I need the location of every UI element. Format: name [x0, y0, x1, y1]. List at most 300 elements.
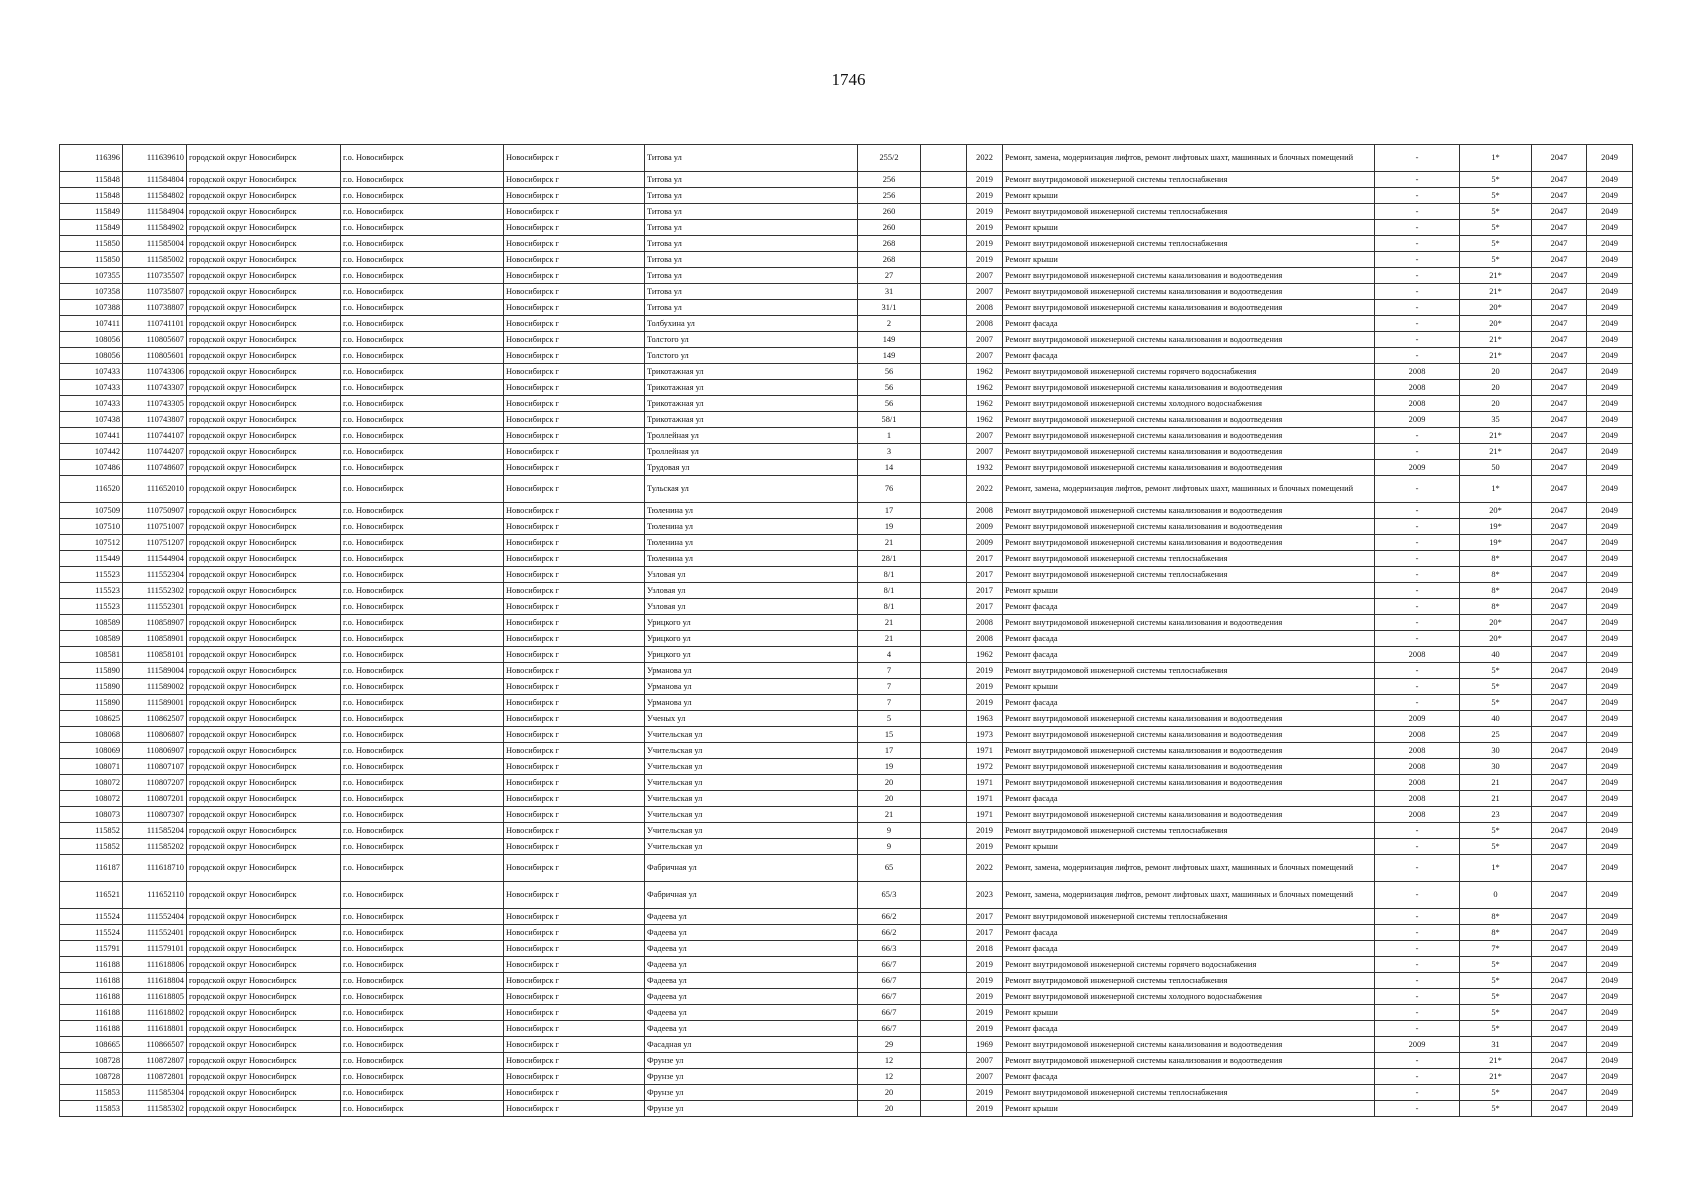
- cell-house-number: 7: [858, 679, 921, 695]
- cell-work-type: Ремонт фасада: [1003, 941, 1375, 957]
- cell-urban-district: г.о. Новосибирск: [341, 909, 504, 925]
- cell-municipality: городской округ Новосибирск: [187, 695, 341, 711]
- cell-street: Ученых ул: [645, 711, 858, 727]
- cell-plan-end-year: 2049: [1587, 428, 1633, 444]
- cell-plan-end-year: 2049: [1587, 300, 1633, 316]
- cell-house-id: 107441: [60, 428, 123, 444]
- cell-plan-end-year: 2049: [1587, 791, 1633, 807]
- cell-urban-district: г.о. Новосибирск: [341, 332, 504, 348]
- cell-house-id: 107486: [60, 460, 123, 476]
- cell-urban-district: г.о. Новосибирск: [341, 204, 504, 220]
- cell-work-type: Ремонт внутридомовой инженерной системы канализования и водоотведения: [1003, 412, 1375, 428]
- cell-work-id: 111618801: [123, 1021, 187, 1037]
- cell-settlement: Новосибирск г: [504, 925, 645, 941]
- cell-urban-district: г.о. Новосибирск: [341, 823, 504, 839]
- cell-work-id: 110807201: [123, 791, 187, 807]
- cell-last-repair-year: -: [1375, 188, 1460, 204]
- table-row: [60, 1053, 1633, 1069]
- cell-settlement: Новосибирск г: [504, 252, 645, 268]
- cell-commissioning-year: 2007: [967, 444, 1003, 460]
- cell-settlement: Новосибирск г: [504, 909, 645, 925]
- cell-urban-district: г.о. Новосибирск: [341, 188, 504, 204]
- cell-plan-start-year: 2047: [1532, 348, 1587, 364]
- cell-building: [921, 284, 967, 300]
- cell-settlement: Новосибирск г: [504, 855, 645, 882]
- cell-settlement: Новосибирск г: [504, 364, 645, 380]
- cell-commissioning-year: 2019: [967, 188, 1003, 204]
- cell-plan-start-year: 2047: [1532, 647, 1587, 663]
- cell-municipality: городской округ Новосибирск: [187, 503, 341, 519]
- cell-work-id: 111589001: [123, 695, 187, 711]
- cell-plan-start-year: 2047: [1532, 1005, 1587, 1021]
- cell-building: [921, 909, 967, 925]
- cell-urban-district: г.о. Новосибирск: [341, 599, 504, 615]
- cell-house-id: 115890: [60, 663, 123, 679]
- cell-wear: 40: [1460, 647, 1532, 663]
- cell-house-number: 21: [858, 535, 921, 551]
- cell-work-id: 110807107: [123, 759, 187, 775]
- cell-street: Титова ул: [645, 145, 858, 172]
- cell-plan-start-year: 2047: [1532, 252, 1587, 268]
- cell-last-repair-year: -: [1375, 519, 1460, 535]
- cell-work-type: Ремонт внутридомовой инженерной системы канализования и водоотведения: [1003, 727, 1375, 743]
- cell-urban-district: г.о. Новосибирск: [341, 364, 504, 380]
- cell-work-type: Ремонт внутридомовой инженерной системы теплоснабжения: [1003, 823, 1375, 839]
- cell-wear: 5*: [1460, 663, 1532, 679]
- cell-settlement: Новосибирск г: [504, 583, 645, 599]
- table-row: [60, 973, 1633, 989]
- cell-work-id: 111585304: [123, 1085, 187, 1101]
- cell-street: Учительская ул: [645, 791, 858, 807]
- cell-building: [921, 759, 967, 775]
- cell-plan-end-year: 2049: [1587, 807, 1633, 823]
- cell-plan-end-year: 2049: [1587, 743, 1633, 759]
- cell-street: Фадеева ул: [645, 1005, 858, 1021]
- table-row: [60, 348, 1633, 364]
- cell-last-repair-year: -: [1375, 220, 1460, 236]
- cell-plan-start-year: 2047: [1532, 631, 1587, 647]
- cell-plan-end-year: 2049: [1587, 188, 1633, 204]
- cell-building: [921, 519, 967, 535]
- cell-street: Титова ул: [645, 188, 858, 204]
- cell-urban-district: г.о. Новосибирск: [341, 989, 504, 1005]
- cell-plan-end-year: 2049: [1587, 839, 1633, 855]
- cell-house-number: 256: [858, 172, 921, 188]
- cell-work-type: Ремонт крыши: [1003, 1101, 1375, 1117]
- cell-municipality: городской округ Новосибирск: [187, 535, 341, 551]
- cell-house-id: 115849: [60, 220, 123, 236]
- cell-street: Учительская ул: [645, 807, 858, 823]
- cell-plan-end-year: 2049: [1587, 332, 1633, 348]
- cell-urban-district: г.о. Новосибирск: [341, 551, 504, 567]
- cell-street: Титова ул: [645, 268, 858, 284]
- cell-work-id: 111552401: [123, 925, 187, 941]
- cell-building: [921, 220, 967, 236]
- cell-house-id: 115852: [60, 839, 123, 855]
- cell-urban-district: г.о. Новосибирск: [341, 396, 504, 412]
- cell-work-id: 111579101: [123, 941, 187, 957]
- cell-wear: 5*: [1460, 236, 1532, 252]
- cell-house-number: 17: [858, 503, 921, 519]
- cell-work-type: Ремонт внутридомовой инженерной системы канализования и водоотведения: [1003, 1053, 1375, 1069]
- cell-work-id: 111652110: [123, 882, 187, 909]
- cell-urban-district: г.о. Новосибирск: [341, 925, 504, 941]
- cell-house-id: 115449: [60, 551, 123, 567]
- table-row: [60, 957, 1633, 973]
- table-row: [60, 727, 1633, 743]
- cell-commissioning-year: 2019: [967, 973, 1003, 989]
- cell-municipality: городской округ Новосибирск: [187, 284, 341, 300]
- cell-urban-district: г.о. Новосибирск: [341, 1037, 504, 1053]
- cell-commissioning-year: 2019: [967, 236, 1003, 252]
- cell-house-id: 107510: [60, 519, 123, 535]
- cell-house-number: 20: [858, 1101, 921, 1117]
- cell-commissioning-year: 1932: [967, 460, 1003, 476]
- cell-wear: 19*: [1460, 519, 1532, 535]
- cell-commissioning-year: 1972: [967, 759, 1003, 775]
- table-row: [60, 1021, 1633, 1037]
- cell-last-repair-year: -: [1375, 957, 1460, 973]
- cell-work-id: 111652010: [123, 476, 187, 503]
- cell-plan-start-year: 2047: [1532, 567, 1587, 583]
- cell-last-repair-year: -: [1375, 695, 1460, 711]
- cell-building: [921, 583, 967, 599]
- table-row: [60, 428, 1633, 444]
- cell-wear: 25: [1460, 727, 1532, 743]
- cell-work-type: Ремонт внутридомовой инженерной системы горячего водоснабжения: [1003, 364, 1375, 380]
- cell-urban-district: г.о. Новосибирск: [341, 695, 504, 711]
- cell-urban-district: г.о. Новосибирск: [341, 711, 504, 727]
- cell-settlement: Новосибирск г: [504, 1085, 645, 1101]
- cell-plan-start-year: 2047: [1532, 444, 1587, 460]
- table-row: [60, 791, 1633, 807]
- cell-last-repair-year: -: [1375, 444, 1460, 460]
- cell-urban-district: г.о. Новосибирск: [341, 220, 504, 236]
- cell-street: Тюленина ул: [645, 519, 858, 535]
- cell-house-number: 256: [858, 188, 921, 204]
- cell-house-id: 115848: [60, 188, 123, 204]
- cell-last-repair-year: -: [1375, 925, 1460, 941]
- cell-street: Узловая ул: [645, 599, 858, 615]
- cell-house-number: 66/3: [858, 941, 921, 957]
- cell-commissioning-year: 2019: [967, 839, 1003, 855]
- cell-building: [921, 775, 967, 791]
- cell-street: Титова ул: [645, 220, 858, 236]
- cell-last-repair-year: -: [1375, 663, 1460, 679]
- cell-last-repair-year: -: [1375, 300, 1460, 316]
- cell-municipality: городской округ Новосибирск: [187, 428, 341, 444]
- cell-plan-start-year: 2047: [1532, 188, 1587, 204]
- cell-plan-end-year: 2049: [1587, 460, 1633, 476]
- cell-house-number: 8/1: [858, 583, 921, 599]
- cell-street: Титова ул: [645, 236, 858, 252]
- cell-settlement: Новосибирск г: [504, 631, 645, 647]
- cell-municipality: городской округ Новосибирск: [187, 989, 341, 1005]
- cell-building: [921, 647, 967, 663]
- cell-plan-start-year: 2047: [1532, 460, 1587, 476]
- cell-commissioning-year: 2017: [967, 909, 1003, 925]
- table-row: [60, 284, 1633, 300]
- cell-wear: 21*: [1460, 428, 1532, 444]
- cell-urban-district: г.о. Новосибирск: [341, 444, 504, 460]
- cell-street: Тульская ул: [645, 476, 858, 503]
- cell-settlement: Новосибирск г: [504, 460, 645, 476]
- cell-last-repair-year: -: [1375, 348, 1460, 364]
- cell-urban-district: г.о. Новосибирск: [341, 460, 504, 476]
- cell-street: Фасадная ул: [645, 1037, 858, 1053]
- table-row: [60, 839, 1633, 855]
- cell-house-id: 115524: [60, 925, 123, 941]
- table-row: [60, 172, 1633, 188]
- cell-plan-start-year: 2047: [1532, 268, 1587, 284]
- cell-urban-district: г.о. Новосибирск: [341, 567, 504, 583]
- cell-work-id: 110743305: [123, 396, 187, 412]
- cell-house-number: 28/1: [858, 551, 921, 567]
- cell-municipality: городской округ Новосибирск: [187, 679, 341, 695]
- cell-municipality: городской округ Новосибирск: [187, 909, 341, 925]
- cell-commissioning-year: 2019: [967, 204, 1003, 220]
- cell-municipality: городской округ Новосибирск: [187, 941, 341, 957]
- cell-plan-start-year: 2047: [1532, 615, 1587, 631]
- table-row: [60, 647, 1633, 663]
- cell-last-repair-year: -: [1375, 1005, 1460, 1021]
- cell-house-id: 108581: [60, 647, 123, 663]
- cell-house-number: 58/1: [858, 412, 921, 428]
- cell-house-id: 116521: [60, 882, 123, 909]
- table-row: [60, 599, 1633, 615]
- cell-house-id: 115848: [60, 172, 123, 188]
- cell-commissioning-year: 1962: [967, 396, 1003, 412]
- cell-work-type: Ремонт внутридомовой инженерной системы теплоснабжения: [1003, 204, 1375, 220]
- cell-house-number: 66/7: [858, 973, 921, 989]
- cell-commissioning-year: 2017: [967, 551, 1003, 567]
- cell-plan-end-year: 2049: [1587, 695, 1633, 711]
- cell-wear: 5*: [1460, 252, 1532, 268]
- cell-urban-district: г.о. Новосибирск: [341, 428, 504, 444]
- cell-wear: 0: [1460, 882, 1532, 909]
- cell-last-repair-year: 2008: [1375, 743, 1460, 759]
- cell-urban-district: г.о. Новосибирск: [341, 252, 504, 268]
- cell-plan-start-year: 2047: [1532, 476, 1587, 503]
- cell-plan-end-year: 2049: [1587, 1005, 1633, 1021]
- cell-plan-end-year: 2049: [1587, 348, 1633, 364]
- cell-house-number: 12: [858, 1053, 921, 1069]
- cell-last-repair-year: 2008: [1375, 791, 1460, 807]
- cell-work-id: 110751007: [123, 519, 187, 535]
- cell-work-id: 111552302: [123, 583, 187, 599]
- cell-house-number: 21: [858, 615, 921, 631]
- cell-house-id: 108589: [60, 631, 123, 647]
- cell-street: Учительская ул: [645, 823, 858, 839]
- cell-work-id: 111544904: [123, 551, 187, 567]
- cell-plan-start-year: 2047: [1532, 791, 1587, 807]
- page-number: 1746: [831, 70, 866, 89]
- cell-house-number: 268: [858, 236, 921, 252]
- cell-municipality: городской округ Новосибирск: [187, 1069, 341, 1085]
- cell-plan-end-year: 2049: [1587, 412, 1633, 428]
- cell-commissioning-year: 2019: [967, 172, 1003, 188]
- table-body: [60, 145, 1633, 1117]
- cell-municipality: городской округ Новосибирск: [187, 380, 341, 396]
- cell-work-type: Ремонт внутридомовой инженерной системы канализования и водоотведения: [1003, 268, 1375, 284]
- cell-wear: 7*: [1460, 941, 1532, 957]
- cell-settlement: Новосибирск г: [504, 145, 645, 172]
- cell-last-repair-year: 2008: [1375, 647, 1460, 663]
- cell-house-id: 108071: [60, 759, 123, 775]
- cell-wear: 21*: [1460, 284, 1532, 300]
- cell-municipality: городской округ Новосибирск: [187, 396, 341, 412]
- cell-settlement: Новосибирск г: [504, 551, 645, 567]
- cell-street: Толбухина ул: [645, 316, 858, 332]
- cell-municipality: городской округ Новосибирск: [187, 220, 341, 236]
- cell-street: Узловая ул: [645, 567, 858, 583]
- cell-work-type: Ремонт внутридомовой инженерной системы теплоснабжения: [1003, 1085, 1375, 1101]
- cell-commissioning-year: 1971: [967, 775, 1003, 791]
- cell-house-id: 107388: [60, 300, 123, 316]
- cell-last-repair-year: 2008: [1375, 396, 1460, 412]
- cell-work-id: 110872807: [123, 1053, 187, 1069]
- cell-settlement: Новосибирск г: [504, 695, 645, 711]
- cell-municipality: городской округ Новосибирск: [187, 460, 341, 476]
- cell-urban-district: г.о. Новосибирск: [341, 791, 504, 807]
- cell-wear: 8*: [1460, 909, 1532, 925]
- cell-work-id: 110744207: [123, 444, 187, 460]
- cell-building: [921, 428, 967, 444]
- cell-urban-district: г.о. Новосибирск: [341, 743, 504, 759]
- cell-plan-end-year: 2049: [1587, 1053, 1633, 1069]
- cell-commissioning-year: 2017: [967, 925, 1003, 941]
- cell-urban-district: г.о. Новосибирск: [341, 1085, 504, 1101]
- cell-work-id: 111618710: [123, 855, 187, 882]
- cell-last-repair-year: -: [1375, 535, 1460, 551]
- cell-plan-end-year: 2049: [1587, 599, 1633, 615]
- cell-settlement: Новосибирск г: [504, 791, 645, 807]
- cell-wear: 20*: [1460, 503, 1532, 519]
- cell-plan-end-year: 2049: [1587, 882, 1633, 909]
- cell-plan-start-year: 2047: [1532, 909, 1587, 925]
- cell-wear: 20*: [1460, 615, 1532, 631]
- cell-municipality: городской округ Новосибирск: [187, 145, 341, 172]
- cell-house-number: 20: [858, 775, 921, 791]
- cell-municipality: городской округ Новосибирск: [187, 1005, 341, 1021]
- cell-municipality: городской округ Новосибирск: [187, 743, 341, 759]
- cell-plan-end-year: 2049: [1587, 727, 1633, 743]
- cell-house-number: 14: [858, 460, 921, 476]
- cell-settlement: Новосибирск г: [504, 1053, 645, 1069]
- cell-wear: 23: [1460, 807, 1532, 823]
- cell-urban-district: г.о. Новосибирск: [341, 775, 504, 791]
- cell-street: Фрунзе ул: [645, 1053, 858, 1069]
- cell-house-id: 107438: [60, 412, 123, 428]
- cell-building: [921, 364, 967, 380]
- cell-wear: 19*: [1460, 535, 1532, 551]
- cell-house-id: 108073: [60, 807, 123, 823]
- table-row: [60, 695, 1633, 711]
- cell-wear: 21*: [1460, 444, 1532, 460]
- cell-building: [921, 172, 967, 188]
- cell-last-repair-year: 2008: [1375, 759, 1460, 775]
- cell-work-id: 110750907: [123, 503, 187, 519]
- cell-plan-end-year: 2049: [1587, 1085, 1633, 1101]
- cell-work-type: Ремонт фасада: [1003, 316, 1375, 332]
- cell-plan-start-year: 2047: [1532, 727, 1587, 743]
- cell-urban-district: г.о. Новосибирск: [341, 1069, 504, 1085]
- cell-commissioning-year: 1962: [967, 364, 1003, 380]
- cell-house-number: 260: [858, 204, 921, 220]
- cell-work-type: Ремонт внутридомовой инженерной системы теплоснабжения: [1003, 551, 1375, 567]
- cell-house-id: 116187: [60, 855, 123, 882]
- cell-wear: 5*: [1460, 204, 1532, 220]
- cell-settlement: Новосибирск г: [504, 663, 645, 679]
- cell-work-type: Ремонт внутридомовой инженерной системы канализования и водоотведения: [1003, 519, 1375, 535]
- cell-work-type: Ремонт крыши: [1003, 252, 1375, 268]
- cell-house-id: 107433: [60, 364, 123, 380]
- cell-house-number: 76: [858, 476, 921, 503]
- cell-street: Трикотажная ул: [645, 364, 858, 380]
- cell-municipality: городской округ Новосибирск: [187, 567, 341, 583]
- cell-urban-district: г.о. Новосибирск: [341, 957, 504, 973]
- table-row: [60, 300, 1633, 316]
- cell-settlement: Новосибирск г: [504, 348, 645, 364]
- cell-last-repair-year: 2009: [1375, 711, 1460, 727]
- cell-house-id: 108728: [60, 1053, 123, 1069]
- cell-street: Урманова ул: [645, 679, 858, 695]
- cell-house-number: 21: [858, 631, 921, 647]
- cell-municipality: городской округ Новосибирск: [187, 957, 341, 973]
- cell-work-id: 110748607: [123, 460, 187, 476]
- cell-wear: 20: [1460, 380, 1532, 396]
- table-row: [60, 145, 1633, 172]
- cell-settlement: Новосибирск г: [504, 316, 645, 332]
- cell-settlement: Новосибирск г: [504, 941, 645, 957]
- cell-municipality: городской округ Новосибирск: [187, 839, 341, 855]
- table-row: [60, 220, 1633, 236]
- cell-work-type: Ремонт внутридомовой инженерной системы теплоснабжения: [1003, 236, 1375, 252]
- cell-house-id: 115890: [60, 695, 123, 711]
- cell-settlement: Новосибирск г: [504, 188, 645, 204]
- cell-plan-end-year: 2049: [1587, 268, 1633, 284]
- cell-plan-end-year: 2049: [1587, 476, 1633, 503]
- cell-last-repair-year: -: [1375, 567, 1460, 583]
- cell-commissioning-year: 2019: [967, 1101, 1003, 1117]
- cell-municipality: городской округ Новосибирск: [187, 444, 341, 460]
- cell-municipality: городской округ Новосибирск: [187, 663, 341, 679]
- table-row: [60, 631, 1633, 647]
- cell-house-number: 4: [858, 647, 921, 663]
- cell-building: [921, 145, 967, 172]
- cell-wear: 21*: [1460, 332, 1532, 348]
- cell-plan-start-year: 2047: [1532, 695, 1587, 711]
- table-row: [60, 551, 1633, 567]
- cell-last-repair-year: -: [1375, 268, 1460, 284]
- cell-commissioning-year: 2007: [967, 284, 1003, 300]
- cell-house-id: 108069: [60, 743, 123, 759]
- cell-wear: 30: [1460, 759, 1532, 775]
- cell-house-id: 116188: [60, 957, 123, 973]
- cell-urban-district: г.о. Новосибирск: [341, 348, 504, 364]
- cell-municipality: городской округ Новосибирск: [187, 583, 341, 599]
- cell-work-id: 110858901: [123, 631, 187, 647]
- cell-street: Троллейная ул: [645, 444, 858, 460]
- cell-house-id: 108056: [60, 348, 123, 364]
- cell-wear: 5*: [1460, 1101, 1532, 1117]
- cell-building: [921, 791, 967, 807]
- cell-building: [921, 599, 967, 615]
- table-row: [60, 925, 1633, 941]
- cell-building: [921, 332, 967, 348]
- cell-commissioning-year: 1962: [967, 412, 1003, 428]
- cell-urban-district: г.о. Новосибирск: [341, 284, 504, 300]
